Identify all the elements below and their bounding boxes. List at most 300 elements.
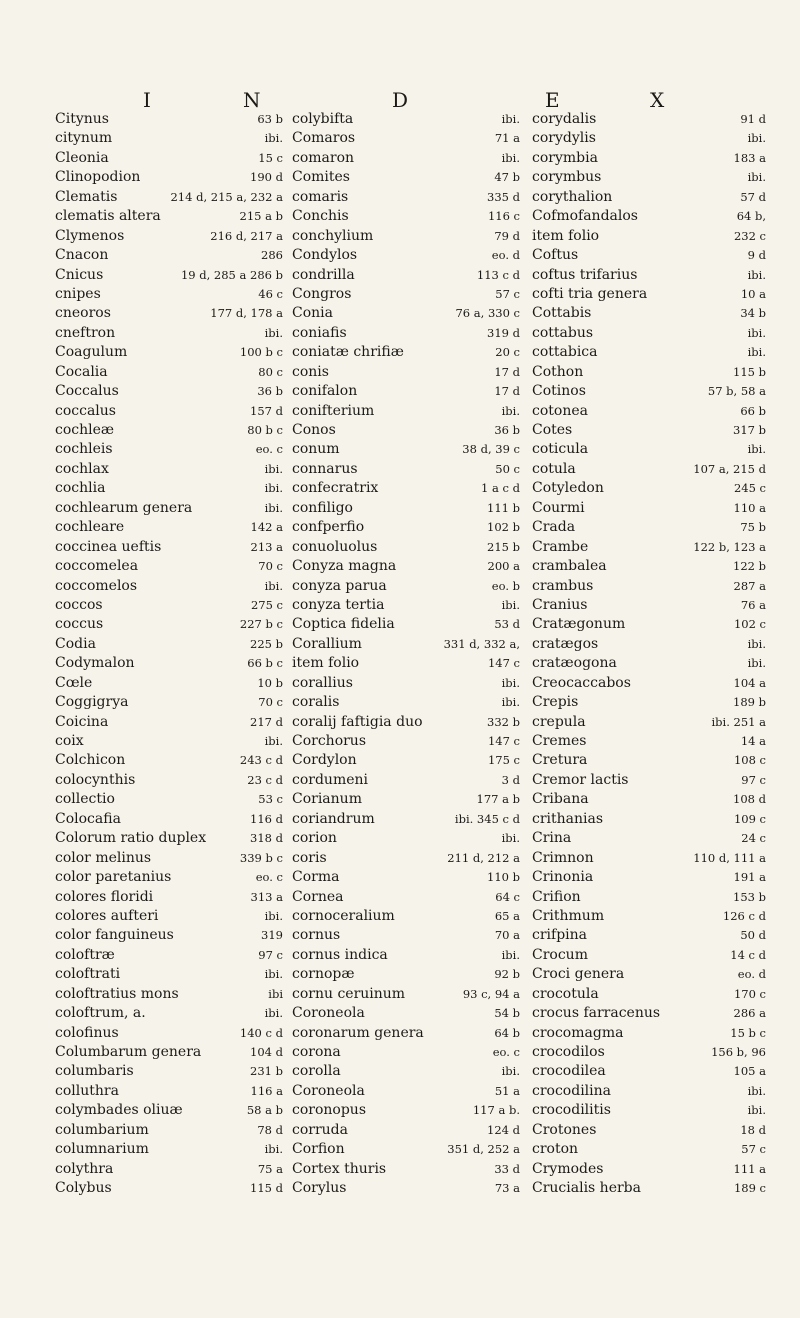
index-entry	[532, 771, 766, 790]
page-reference: ibi.	[264, 481, 283, 496]
index-entry	[55, 965, 283, 984]
page-reference: 215 a b	[239, 209, 283, 224]
index-entry	[292, 1004, 520, 1023]
index-term: cornus indica	[292, 946, 388, 963]
index-entry	[55, 693, 283, 712]
index-term: conifalon	[292, 383, 358, 400]
index-term: Crina	[532, 830, 572, 847]
page-reference: ibi.	[501, 947, 520, 962]
index-term: coris	[292, 849, 327, 866]
page-reference: 313 a	[250, 889, 283, 904]
page-reference: ibi.	[264, 967, 283, 982]
index-entry	[55, 1062, 283, 1081]
index-entry	[55, 1140, 283, 1159]
index-entry	[55, 810, 283, 829]
index-term: colores floridi	[55, 888, 154, 905]
index-entry	[532, 207, 766, 226]
page-reference: ibi.	[501, 403, 520, 418]
index-term: colores aufteri	[55, 907, 159, 924]
page-reference: 200 a	[487, 559, 520, 574]
page-reference: 104 a	[733, 675, 766, 690]
page-reference: 142 a	[250, 520, 283, 535]
page-reference: 63 b	[257, 112, 283, 126]
index-term: conuoluolus	[292, 538, 378, 555]
index-entry	[55, 538, 283, 557]
page-reference: 33 d	[494, 1161, 520, 1176]
page-reference: ibi.	[747, 325, 766, 340]
page-reference: 64 c	[495, 889, 520, 904]
index-entry	[532, 674, 766, 693]
index-entry	[292, 732, 520, 751]
index-term: Colchicon	[55, 752, 126, 769]
index-entry	[292, 518, 520, 537]
page-reference: 126 c d	[722, 908, 766, 923]
page-reference: 157 d	[250, 403, 283, 418]
page-reference: 102 b	[487, 520, 520, 535]
index-term: Coggigrya	[55, 694, 129, 711]
index-entry	[55, 1024, 283, 1043]
index-entry	[55, 1004, 283, 1023]
index-entry	[55, 499, 283, 518]
index-entry	[532, 1121, 766, 1140]
index-term: Conchis	[292, 208, 349, 225]
page-reference: 232 c	[733, 228, 766, 243]
page-reference: ibi.	[264, 734, 283, 748]
page-reference: ibi.	[747, 131, 766, 146]
index-entry	[292, 188, 520, 207]
page-reference: 19 d, 285 a 286 b	[180, 267, 283, 282]
page-reference: eo. c	[255, 870, 283, 885]
page-reference: ibi.	[264, 1142, 283, 1157]
index-entry	[292, 926, 520, 945]
page-reference: 23 c d	[247, 772, 283, 787]
page-reference: 170 c	[733, 986, 766, 1001]
index-term: Crotones	[532, 1121, 597, 1138]
index-column-left	[55, 110, 283, 1199]
index-entry	[55, 363, 283, 382]
page-reference: 318 d	[250, 831, 283, 846]
page-reference: ibi.	[747, 267, 766, 282]
index-term: Congros	[292, 285, 352, 302]
page-reference: ibi.	[264, 908, 283, 923]
page-reference: ibi.	[264, 461, 283, 476]
index-term: comaron	[292, 149, 355, 166]
page-reference: 110 d, 111 a	[693, 850, 766, 865]
page-reference: 75 b	[740, 520, 766, 535]
index-term: colymbades oliuæ	[55, 1102, 183, 1119]
index-term: Crinonia	[532, 869, 594, 886]
page-reference: 53 d	[494, 617, 520, 632]
index-term: citynum	[55, 130, 113, 147]
index-term: Cottabis	[532, 305, 592, 322]
index-entry	[55, 790, 283, 809]
page-reference: 65 a	[494, 908, 520, 923]
head-letter-x: X	[650, 88, 667, 112]
index-term: cordumeni	[292, 771, 368, 788]
index-term: crocodilitis	[532, 1102, 611, 1119]
page-reference: 64 b	[494, 1025, 520, 1040]
index-term: crambus	[532, 577, 594, 594]
index-term: coronarum genera	[292, 1024, 424, 1041]
index-entry	[292, 538, 520, 557]
index-term: corolla	[292, 1063, 341, 1080]
index-term: Crambe	[532, 538, 589, 555]
page-reference: 64 b,	[736, 209, 766, 224]
index-entry	[532, 1101, 766, 1120]
index-term: cnipes	[55, 285, 101, 302]
index-entry	[292, 402, 520, 421]
index-term: coloftrati	[55, 966, 121, 983]
index-term: cornopæ	[292, 966, 355, 983]
index-entry	[292, 440, 520, 459]
index-term: cochleis	[55, 441, 113, 458]
index-entry	[292, 907, 520, 926]
index-entry	[292, 207, 520, 226]
index-entry	[55, 674, 283, 693]
page-reference: 217 d	[250, 714, 283, 729]
index-term: Comites	[292, 169, 350, 186]
index-entry	[292, 382, 520, 401]
index-entry	[532, 1160, 766, 1179]
index-entry	[292, 285, 520, 304]
page-reference: ibi.	[747, 345, 766, 360]
index-term: Columbarum genera	[55, 1044, 202, 1060]
index-entry	[292, 1140, 520, 1159]
index-entry	[532, 343, 766, 362]
page-reference: 111 a	[733, 1161, 766, 1176]
page-reference: ibi.	[747, 170, 766, 185]
index-term: Corchorus	[292, 733, 367, 749]
index-entry	[532, 654, 766, 673]
page-reference: 97 c	[258, 947, 283, 962]
index-entry	[532, 285, 766, 304]
index-entry	[532, 557, 766, 576]
index-entry	[532, 518, 766, 537]
index-term: Coptica fidelia	[292, 616, 395, 633]
index-term: cneoros	[55, 305, 111, 322]
index-term: coix	[55, 733, 84, 749]
index-term: Crepis	[532, 694, 579, 711]
page-reference: 46 c	[258, 286, 283, 301]
head-letter-d: D	[392, 88, 411, 112]
index-term: crocodilina	[532, 1082, 611, 1099]
index-term: cornus	[292, 927, 341, 944]
index-entry	[532, 1043, 766, 1062]
index-entry	[532, 324, 766, 343]
index-entry	[532, 926, 766, 945]
index-entry	[292, 1179, 520, 1198]
index-term: Clymenos	[55, 227, 125, 244]
index-entry	[55, 440, 283, 459]
index-term: Coccalus	[55, 383, 119, 400]
index-entry	[292, 304, 520, 323]
index-term: Courmi	[532, 499, 585, 516]
page-reference: 17 d	[494, 384, 520, 399]
page-reference: 213 a	[250, 539, 283, 554]
index-entry	[55, 129, 283, 148]
index-entry	[532, 965, 766, 984]
index-entry	[292, 110, 520, 129]
index-term: cratæogona	[532, 655, 617, 672]
page-reference: 57 d	[740, 189, 766, 204]
page-reference: ibi.	[264, 325, 283, 340]
index-term: colybifta	[292, 111, 354, 127]
page-reference: 113 c d	[476, 267, 520, 282]
page-reference: 92 b	[494, 967, 520, 982]
index-entry	[532, 1179, 766, 1198]
index-entry	[55, 888, 283, 907]
index-term: colofinus	[55, 1024, 119, 1041]
index-entry	[532, 615, 766, 634]
page-reference: 10 a	[740, 286, 766, 301]
page-reference: 75 a	[257, 1161, 283, 1176]
index-term: Crocum	[532, 946, 588, 963]
page-reference: 116 c	[487, 209, 520, 224]
page-reference: 73 a	[494, 1181, 520, 1196]
index-entry	[292, 1043, 520, 1062]
index-term: Coroneola	[292, 1005, 365, 1022]
page-reference: 332 b	[487, 714, 520, 729]
index-entry	[292, 654, 520, 673]
index-entry	[55, 946, 283, 965]
index-term: Croci genera	[532, 966, 625, 983]
page-reference: 109 c	[733, 811, 766, 826]
index-term: Cremor lactis	[532, 771, 629, 788]
index-entry	[55, 168, 283, 187]
index-term: Cnicus	[55, 266, 104, 283]
page-reference: 78 d	[257, 1122, 283, 1137]
index-term: item folio	[292, 655, 360, 672]
page-reference: 57 c	[741, 1142, 766, 1157]
index-term: Conos	[292, 422, 336, 438]
index-term: Conia	[292, 305, 333, 322]
index-entry	[55, 926, 283, 945]
index-term: Coicina	[55, 713, 109, 730]
index-entry	[532, 732, 766, 751]
page-reference: ibi.	[501, 150, 520, 165]
index-term: cneftron	[55, 324, 116, 341]
index-entry	[532, 227, 766, 246]
index-term: corydalis	[532, 111, 597, 127]
index-entry	[292, 965, 520, 984]
page-reference: 286	[261, 248, 283, 263]
page-reference: 70 c	[258, 695, 283, 710]
page-reference: 76 a	[740, 597, 766, 612]
page-reference: 15 c	[258, 150, 283, 165]
page-reference: 225 b	[250, 636, 283, 651]
page-reference: 156 b, 96	[711, 1045, 766, 1059]
index-entry	[55, 285, 283, 304]
page-reference: 319 d	[487, 325, 520, 340]
index-entry	[292, 266, 520, 285]
index-entry	[292, 693, 520, 712]
page-reference: 319	[261, 928, 283, 943]
index-entry	[532, 810, 766, 829]
index-term: Cratægonum	[532, 616, 626, 633]
page-reference: ibi.	[747, 1103, 766, 1118]
page-reference: 351 d, 252 a	[447, 1142, 520, 1157]
index-term: Cretura	[532, 752, 588, 769]
page-reference: 9 d	[747, 248, 766, 263]
index-entry	[55, 304, 283, 323]
page-reference: ibi.	[501, 831, 520, 846]
index-entry	[532, 149, 766, 168]
index-entry	[55, 577, 283, 596]
page-reference: 227 b c	[239, 617, 283, 632]
page-reference: 58 a b	[246, 1103, 283, 1118]
index-term: coralij faftigia duo	[292, 713, 423, 730]
index-term: Comaros	[292, 130, 356, 147]
page-reference: 231 b	[250, 1064, 283, 1079]
index-entry	[292, 1024, 520, 1043]
index-term: color fanguineus	[55, 927, 174, 944]
index-entry	[55, 227, 283, 246]
index-term: Citynus	[55, 111, 109, 127]
page-reference: eo. b	[491, 578, 520, 593]
index-term: Coagulum	[55, 344, 128, 361]
index-term: Cœle	[55, 674, 93, 691]
index-term: cornu ceruinum	[292, 985, 406, 1002]
index-entry	[292, 1101, 520, 1120]
index-entry	[532, 693, 766, 712]
page-reference: 189 b	[733, 695, 766, 710]
index-term: cornoceralium	[292, 907, 395, 924]
page-reference: 76 a, 330 c	[455, 306, 520, 321]
index-entry	[55, 479, 283, 498]
index-term: coniatæ chrifiæ	[292, 344, 404, 361]
page-reference: 116 a	[250, 1083, 283, 1098]
index-entry	[292, 790, 520, 809]
index-entry	[55, 402, 283, 421]
page-reference: 36 b	[494, 423, 520, 437]
index-entry	[292, 246, 520, 265]
index-entry	[55, 615, 283, 634]
page-reference: ibi.	[264, 500, 283, 515]
index-entry	[55, 868, 283, 887]
index-entry	[292, 1121, 520, 1140]
index-term: coniafis	[292, 324, 347, 341]
index-term: conyza parua	[292, 577, 387, 594]
index-entry	[55, 382, 283, 401]
page-reference: 79 d	[494, 228, 520, 243]
index-entry	[292, 1082, 520, 1101]
index-term: cotonea	[532, 402, 588, 419]
index-term: crocus farracenus	[532, 1005, 661, 1022]
page-reference: 183 a	[733, 150, 766, 165]
page-reference: 80 b c	[247, 423, 283, 437]
page-reference: 140 c d	[239, 1025, 283, 1040]
index-entry	[532, 1004, 766, 1023]
index-entry	[55, 829, 283, 848]
index-entry	[55, 713, 283, 732]
page-reference: 108 d	[733, 792, 766, 807]
index-entry	[532, 596, 766, 615]
index-entry	[292, 557, 520, 576]
page-reference: 53 c	[258, 792, 283, 807]
index-term: colocynthis	[55, 771, 136, 788]
index-term: cochleare	[55, 519, 125, 536]
page-reference: 107 a, 215 d	[693, 461, 766, 476]
page-reference: 191 a	[733, 870, 766, 885]
index-entry	[292, 751, 520, 770]
index-entry	[55, 324, 283, 343]
index-term: corydylis	[532, 130, 596, 147]
index-term: Corma	[292, 869, 340, 886]
index-term: Cotes	[532, 422, 573, 438]
index-entry	[292, 129, 520, 148]
page-reference: ibi.	[264, 578, 283, 593]
index-entry	[292, 635, 520, 654]
index-term: item folio	[532, 227, 600, 244]
index-term: Cofmofandalos	[532, 208, 638, 225]
index-entry	[292, 771, 520, 790]
page-reference: 18 d	[740, 1122, 766, 1137]
index-term: Cremes	[532, 733, 587, 749]
index-term: corruda	[292, 1121, 348, 1138]
page-reference: 50 d	[740, 928, 766, 943]
index-entry	[292, 985, 520, 1004]
index-entry	[55, 596, 283, 615]
page-reference: 20 c	[495, 345, 520, 360]
page-reference: 177 a b	[476, 792, 520, 807]
page-reference: 3 d	[501, 772, 520, 787]
page-reference: 335 d	[487, 189, 520, 204]
index-term: crocotula	[532, 985, 599, 1002]
index-term: Cnacon	[55, 247, 109, 264]
index-term: crifpina	[532, 927, 587, 944]
index-term: Colocafia	[55, 810, 121, 827]
index-term: Crymodes	[532, 1160, 604, 1177]
index-term: coccinea ueftis	[55, 538, 162, 555]
index-term: corymbus	[532, 169, 602, 186]
index-entry	[292, 849, 520, 868]
page-reference: 47 b	[494, 170, 520, 185]
page-reference: 117 a b.	[472, 1103, 520, 1118]
index-entry	[55, 849, 283, 868]
index-entry	[292, 868, 520, 887]
index-term: cratægos	[532, 635, 599, 652]
index-term: Cothon	[532, 363, 584, 380]
index-entry	[292, 713, 520, 732]
index-term: coccos	[55, 596, 103, 613]
index-term: Cranius	[532, 596, 588, 613]
index-entry	[55, 557, 283, 576]
index-entry	[292, 674, 520, 693]
index-term: coronopus	[292, 1102, 366, 1119]
index-term: cochleæ	[55, 422, 115, 438]
page-reference: 317 b	[733, 423, 766, 437]
index-term: Corianum	[292, 791, 362, 808]
page-reference: 108 c	[733, 753, 766, 768]
page-reference: 275 c	[250, 597, 283, 612]
index-entry	[532, 304, 766, 323]
index-entry	[532, 266, 766, 285]
page-reference: 105 a	[733, 1064, 766, 1079]
index-term: coccalus	[55, 402, 116, 419]
index-term: Condylos	[292, 247, 358, 264]
index-term: coloftrum, a.	[55, 1005, 146, 1022]
index-term: crocodilea	[532, 1063, 606, 1080]
index-entry	[55, 1121, 283, 1140]
index-term: coccomelea	[55, 558, 139, 575]
index-entry	[55, 985, 283, 1004]
index-column-middle	[292, 110, 520, 1199]
index-term: confiligo	[292, 499, 353, 516]
page-reference: 93 c, 94 a	[462, 986, 520, 1001]
index-entry	[292, 577, 520, 596]
index-entry	[532, 907, 766, 926]
index-term: crambalea	[532, 558, 607, 575]
